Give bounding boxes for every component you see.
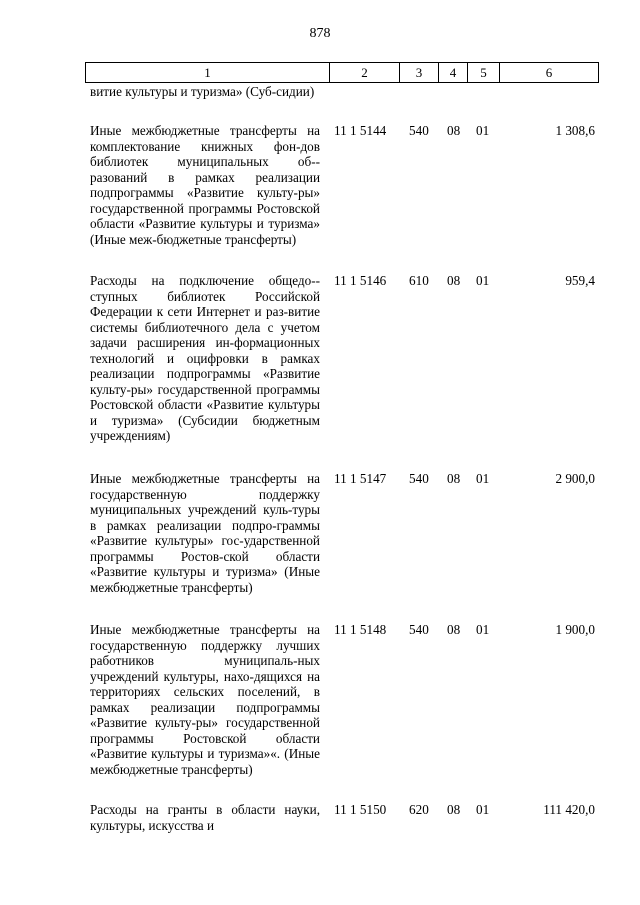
row-col-4: 08 bbox=[447, 471, 461, 486]
row-code: 11 1 5148 bbox=[334, 622, 387, 637]
row-amount: 959,4 bbox=[565, 273, 595, 288]
row-description: Расходы на подключение общедо-ступных библиотек Российской Федерации к сети Интернет и раз-витие системы библиотечного дела с учетом задачи расширения ин-формационных технологий и оцифровки в рамках реализации подпрограммы «Развитие культу-ры» государственной программы Ростовской области «Развитие культуры и туризма» (Субсидии бюджетным учреждениям) bbox=[90, 273, 320, 443]
row-col-5: 01 bbox=[476, 802, 490, 817]
row-col-4: 08 bbox=[447, 802, 461, 817]
row-description: Иные межбюджетные трансферты на комплектование книжных фон-дов библиотек муниципальных об-разований в рамках реализации подпрограммы «Развитие культу-ры» государственной программы Ростовской области «Развитие культуры и туризма» (Иные меж-бюджетные трансферты) bbox=[90, 123, 320, 247]
row-description: Иные межбюджетные трансферты на государственную поддержку муниципальных учреждений куль-туры в рамках реализации подпро-граммы «Развитие культуры» гос-ударственной программы Ростов-ской области «Развитие культуры и туризма» (Иные межбюджетные трансферты) bbox=[90, 471, 320, 595]
row-amount: 2 900,0 bbox=[555, 471, 595, 486]
header-col-5: 5 bbox=[467, 63, 499, 82]
header-col-4: 4 bbox=[438, 63, 467, 82]
row-col-5: 01 bbox=[476, 471, 490, 486]
page-number: 878 bbox=[309, 26, 331, 41]
row-code: 11 1 5144 bbox=[334, 123, 387, 138]
row-col-4: 08 bbox=[447, 273, 461, 288]
row-col-4: 08 bbox=[447, 123, 461, 138]
row-amount: 111 420,0 bbox=[543, 802, 595, 817]
row-col-4: 08 bbox=[447, 622, 461, 637]
row-code: 11 1 5146 bbox=[334, 273, 387, 288]
row-col-3: 540 bbox=[409, 471, 429, 486]
row-col-5: 01 bbox=[476, 622, 490, 637]
header-col-6: 6 bbox=[499, 63, 598, 82]
row-col-3: 610 bbox=[409, 273, 429, 288]
table-header bbox=[85, 62, 599, 83]
row-col-5: 01 bbox=[476, 273, 490, 288]
row-col-3: 620 bbox=[409, 802, 429, 817]
row-code: 11 1 5150 bbox=[334, 802, 387, 817]
row-description: Иные межбюджетные трансферты на государственную поддержку лучших работников муниципаль-ных учреждений культуры, нахо-дящихся на территориях сельских поселений, в рамках реализации подпрограммы «Развитие культу-ры» государственной программы Ростовской области «Развитие культуры и туризма»«. (Иные межбюджетные трансферты) bbox=[90, 622, 320, 777]
row-description: Расходы на гранты в области науки, культуры, искусства и bbox=[90, 802, 320, 833]
row-amount: 1 900,0 bbox=[555, 622, 595, 637]
row-description: витие культуры и туризма» (Суб-сидии) bbox=[90, 84, 315, 99]
row-col-5: 01 bbox=[476, 123, 490, 138]
row-col-3: 540 bbox=[409, 123, 429, 138]
row-amount: 1 308,6 bbox=[555, 123, 595, 138]
row-col-3: 540 bbox=[409, 622, 429, 637]
header-col-3: 3 bbox=[399, 63, 438, 82]
header-col-1: 1 bbox=[204, 65, 211, 80]
row-code: 11 1 5147 bbox=[334, 471, 387, 486]
header-col-2: 2 bbox=[329, 63, 399, 82]
